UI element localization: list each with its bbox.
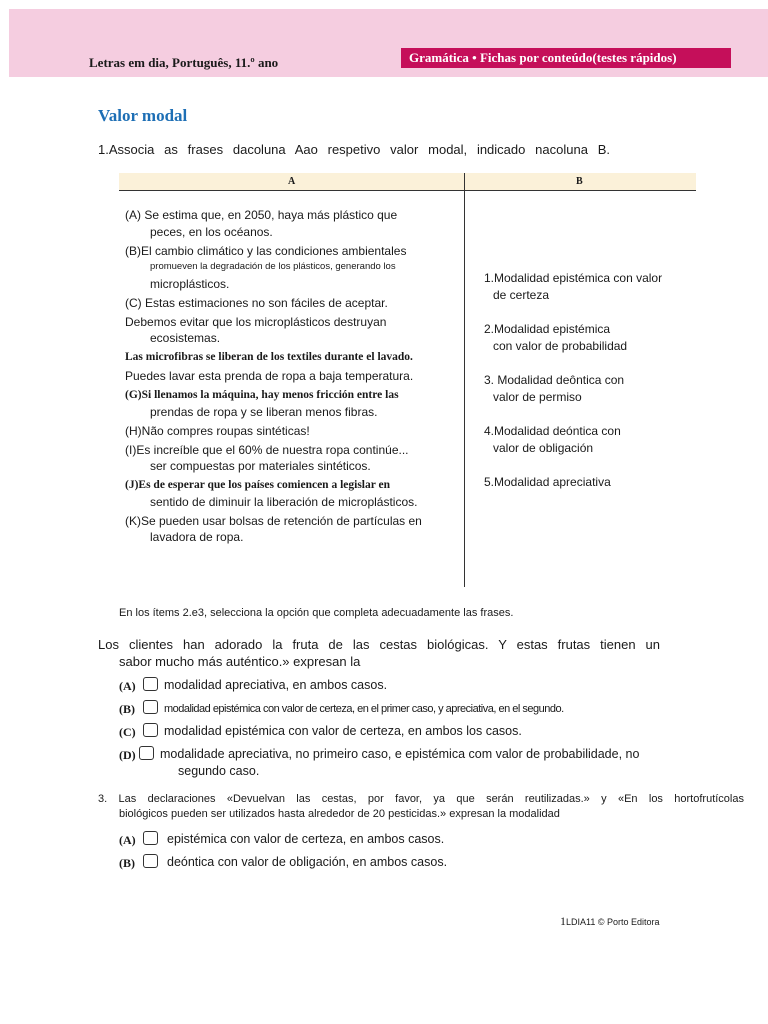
q2-option-d: (D) modalidade apreciativa, no primeiro caso, e epistémica com valor de probabilidade, no segundo caso.: [119, 747, 640, 778]
modal-value-3: 3. Modalidad deôntica con valor de permiso: [484, 373, 625, 404]
question-2-options: [119, 677, 639, 786]
question-1-prompt: 1.Associa as frases dacoluna Aao respetivo valor modal, indicado nacoluna B.: [98, 142, 610, 157]
question-3-options: [119, 831, 447, 877]
q2-option-a: (A) modalidad apreciativa, en ambos casos.: [119, 678, 388, 693]
option-letter: (D): [119, 748, 136, 762]
modal-value-1: 1.Modalidad epistémica con valor de certeza: [484, 271, 663, 302]
sentence-f: Puedes lavar esta prenda de ropa a baja temperatura.: [125, 369, 414, 383]
sentence-j: (J)Es de esperar que los países comiencen a legislar en sentido de diminuir la liberación de microplásticos.: [125, 479, 418, 509]
question-3-prompt: 3. Las declaraciones «Devuelvan las cestas, por favor, ya que serán reutilizadas.» y «En los hortofrutícolas biológicos pueden ser utilizados hasta alrededor de 20 pesticidas.» expresan la modalidad: [98, 793, 744, 820]
option-letter: (B): [119, 856, 135, 870]
instruction-note: En los ítems 2.e3, selecciona la opción que completa adecuadamente las frases.: [119, 607, 514, 619]
header-section-tag: Gramática • Fichas por conteúdo(testes rápidos): [401, 48, 731, 68]
sentence-d: Debemos evitar que los microplásticos destruyan ecosistemas.: [125, 314, 387, 345]
page-footer: [560, 914, 660, 929]
sentence-c: (C) Estas estimaciones no son fáciles de aceptar.: [125, 295, 388, 310]
sentence-k: (K)Se pueden usar bolsas de retención de partículas en lavadora de ropa.: [125, 513, 422, 544]
q2-option-c: (C) modalidad epistémica con valor de certeza, en ambos los casos.: [119, 724, 522, 739]
header-book-title: Letras em dia, Português, 11.º ano: [89, 55, 279, 70]
sentence-a: (A) Se estima que, en 2050, haya más plástico que peces, en los océanos.: [125, 208, 398, 239]
modal-value-4: 4.Modalidad deóntica con valor de obligación: [484, 424, 621, 455]
q2-option-b: (B) modalidad epistémica con valor de certeza, en el primer caso, y apreciativa, en el segundo.: [119, 702, 564, 716]
column-b-header: B: [576, 176, 583, 187]
page-number: 1: [560, 914, 566, 928]
table-header-divider: [119, 190, 696, 191]
column-b-values: [484, 270, 689, 508]
sentence-h: (H)Não compres roupas sintéticas!: [125, 423, 310, 438]
column-a-header: A: [288, 176, 296, 187]
option-letter: (A): [119, 679, 136, 693]
sentence-e: Las microfibras se liberan de los textiles durante el lavado.: [125, 351, 413, 363]
option-checkbox[interactable]: [143, 677, 158, 691]
section-title: Valor modal: [98, 106, 188, 125]
footer-publisher: LDIA11 © Porto Editora: [566, 917, 660, 927]
option-letter: (B): [119, 702, 135, 716]
question-2-prompt: Los clientes han adorado la fruta de las cestas biológicas. Y estas frutas tienen un sabor mucho más auténtico.» expresan la: [98, 637, 660, 669]
option-checkbox[interactable]: [143, 723, 158, 737]
table-column-divider: [464, 173, 465, 587]
option-checkbox[interactable]: [143, 831, 158, 845]
table-header-row: [119, 173, 696, 190]
q3-option-b: (B) deóntica con valor de obligación, en ambos casos.: [119, 855, 448, 870]
sentence-i: (I)Es increíble que el 60% de nuestra ropa continúe... ser compuestas por materiales sintéticos.: [125, 442, 409, 473]
q3-option-a: (A) epistémica con valor de certeza, en ambos casos.: [119, 832, 445, 847]
option-checkbox[interactable]: [143, 700, 158, 714]
sentence-b: (B)El cambio climático y las condiciones ambientales promueven la degradación de los plásticos, generando los microplásticos.: [125, 243, 407, 291]
modal-value-2: 2.Modalidad epistémica con valor de probabilidad: [484, 322, 628, 353]
option-letter: (C): [119, 725, 136, 739]
column-a-sentences: [125, 207, 445, 548]
option-letter: (A): [119, 833, 136, 847]
modal-value-5: 5.Modalidad apreciativa: [484, 475, 611, 489]
sentence-g: (G)Si llenamos la máquina, hay menos fricción entre las prendas de ropa y se liberan menos fibras.: [125, 389, 399, 419]
option-checkbox[interactable]: [143, 854, 158, 868]
option-checkbox[interactable]: [139, 746, 154, 760]
